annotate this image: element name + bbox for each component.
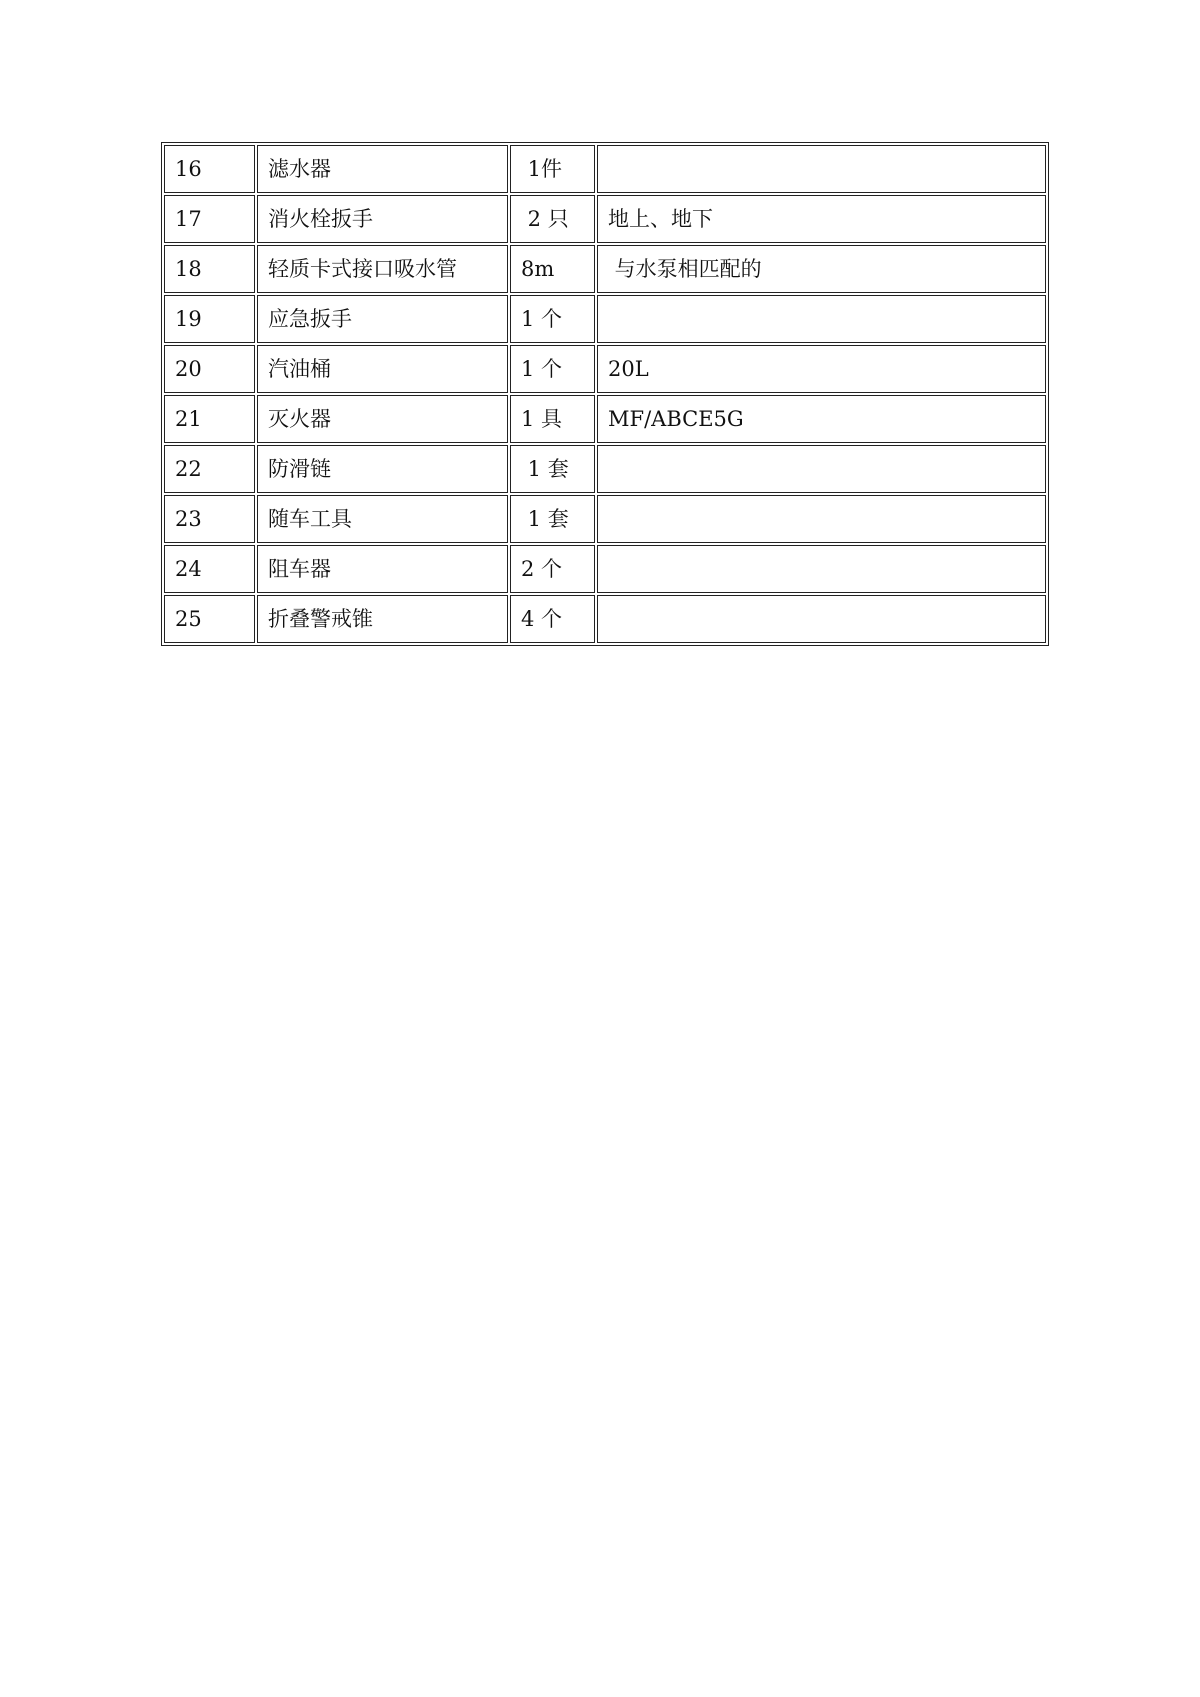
- item-name: 汽油桶: [257, 345, 508, 393]
- equipment-table-body: [164, 145, 1046, 643]
- table-row: [164, 395, 1046, 443]
- item-name: 消火栓扳手: [257, 195, 508, 243]
- item-note: [597, 145, 1046, 193]
- item-quantity: 1 套: [510, 495, 595, 543]
- item-name: 随车工具: [257, 495, 508, 543]
- item-number: 17: [164, 195, 255, 243]
- item-quantity: 2 只: [510, 195, 595, 243]
- item-quantity: 1 个: [510, 345, 595, 393]
- item-number: 19: [164, 295, 255, 343]
- item-note: [597, 495, 1046, 543]
- item-name: 阻车器: [257, 545, 508, 593]
- item-quantity: 1 个: [510, 295, 595, 343]
- item-name: 防滑链: [257, 445, 508, 493]
- table-row: [164, 495, 1046, 543]
- item-number: 18: [164, 245, 255, 293]
- item-name: 滤水器: [257, 145, 508, 193]
- table-row: [164, 195, 1046, 243]
- item-note: [597, 445, 1046, 493]
- item-note: 地上、地下: [597, 195, 1046, 243]
- item-note: 20L: [597, 345, 1046, 393]
- item-quantity: 8m: [510, 245, 595, 293]
- item-number: 25: [164, 595, 255, 643]
- item-number: 20: [164, 345, 255, 393]
- item-quantity: 2 个: [510, 545, 595, 593]
- item-quantity: 1件: [510, 145, 595, 193]
- item-number: 16: [164, 145, 255, 193]
- item-name: 折叠警戒锥: [257, 595, 508, 643]
- item-quantity: 1 具: [510, 395, 595, 443]
- table-row: [164, 595, 1046, 643]
- item-number: 23: [164, 495, 255, 543]
- item-number: 22: [164, 445, 255, 493]
- table-row: [164, 445, 1046, 493]
- item-note: [597, 545, 1046, 593]
- item-quantity: 1 套: [510, 445, 595, 493]
- item-name: 灭火器: [257, 395, 508, 443]
- item-quantity: 4 个: [510, 595, 595, 643]
- equipment-table: [161, 142, 1049, 646]
- table-row: [164, 245, 1046, 293]
- item-name: 轻质卡式接口吸水管: [257, 245, 508, 293]
- table-row: [164, 145, 1046, 193]
- table-row: [164, 345, 1046, 393]
- item-note: [597, 595, 1046, 643]
- item-name: 应急扳手: [257, 295, 508, 343]
- table-row: [164, 295, 1046, 343]
- item-number: 21: [164, 395, 255, 443]
- table-row: [164, 545, 1046, 593]
- item-note: MF/ABCE5G: [597, 395, 1046, 443]
- item-note: 与水泵相匹配的: [597, 245, 1046, 293]
- item-number: 24: [164, 545, 255, 593]
- item-note: [597, 295, 1046, 343]
